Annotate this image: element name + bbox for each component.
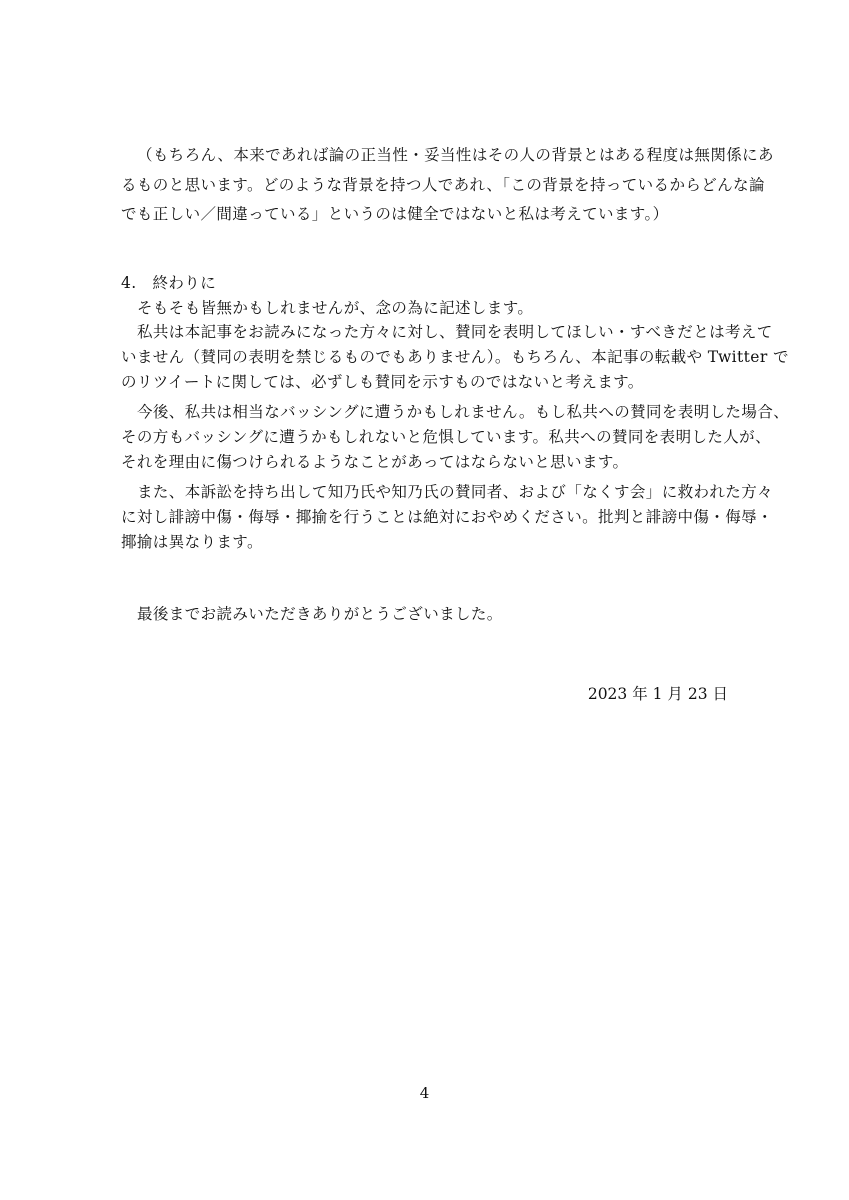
document-date: 2023 年 1 月 23 日 [587,685,728,703]
body-line-1: そもそも皆無かもしれませんが、念の為に記述します。 [137,299,534,317]
section-heading: 4. 終わりに [121,274,217,292]
body-line-7: それを理由に傷つけられるようなことがあってはならないと思います。 [121,453,629,471]
note-line-3: でも正しい／間違っている」というのは健全ではないと私は考えています。） [121,205,669,223]
closing-line: 最後までお読みいただきありがとうございました。 [137,605,503,623]
body-line-4: のリツイートに関しては、必ずしも賛同を示すものではないと考えます。 [121,373,644,391]
body-line-9: に対し誹謗中傷・侮辱・揶揄を行うことは絶対におやめください。批判と誹謗中傷・侮辱・ [121,508,773,526]
note-line-1: （もちろん、本来であれば論の正当性・妥当性はその人の背景とはある程度は無関係にあ [137,146,774,164]
page-number: 4 [419,1084,430,1102]
body-line-3: いません（賛同の表明を禁じるものでもありません）。もちろん、本記事の転載や Twitter で [121,348,789,366]
note-line-2: るものと思います。どのような背景を持つ人であれ、「この背景を持っているからどんな論 [121,176,765,194]
body-line-8: また、本訴訟を持ち出して知乃氏や知乃氏の賛同者、および「なくす会」に救われた方々 [137,483,774,501]
body-line-10: 揶揄は異なります。 [121,533,263,551]
body-line-2: 私共は本記事をお読みになった方々に対し、賛同を表明してほしい・すべきだとは考えて [137,323,773,341]
body-line-5: 今後、私共は相当なバッシングに遭うかもしれません。もし私共への賛同を表明した場合、 [137,403,790,421]
body-line-6: その方もバッシングに遭うかもしれないと危惧しています。私共への賛同を表明した人が、 [121,428,771,446]
